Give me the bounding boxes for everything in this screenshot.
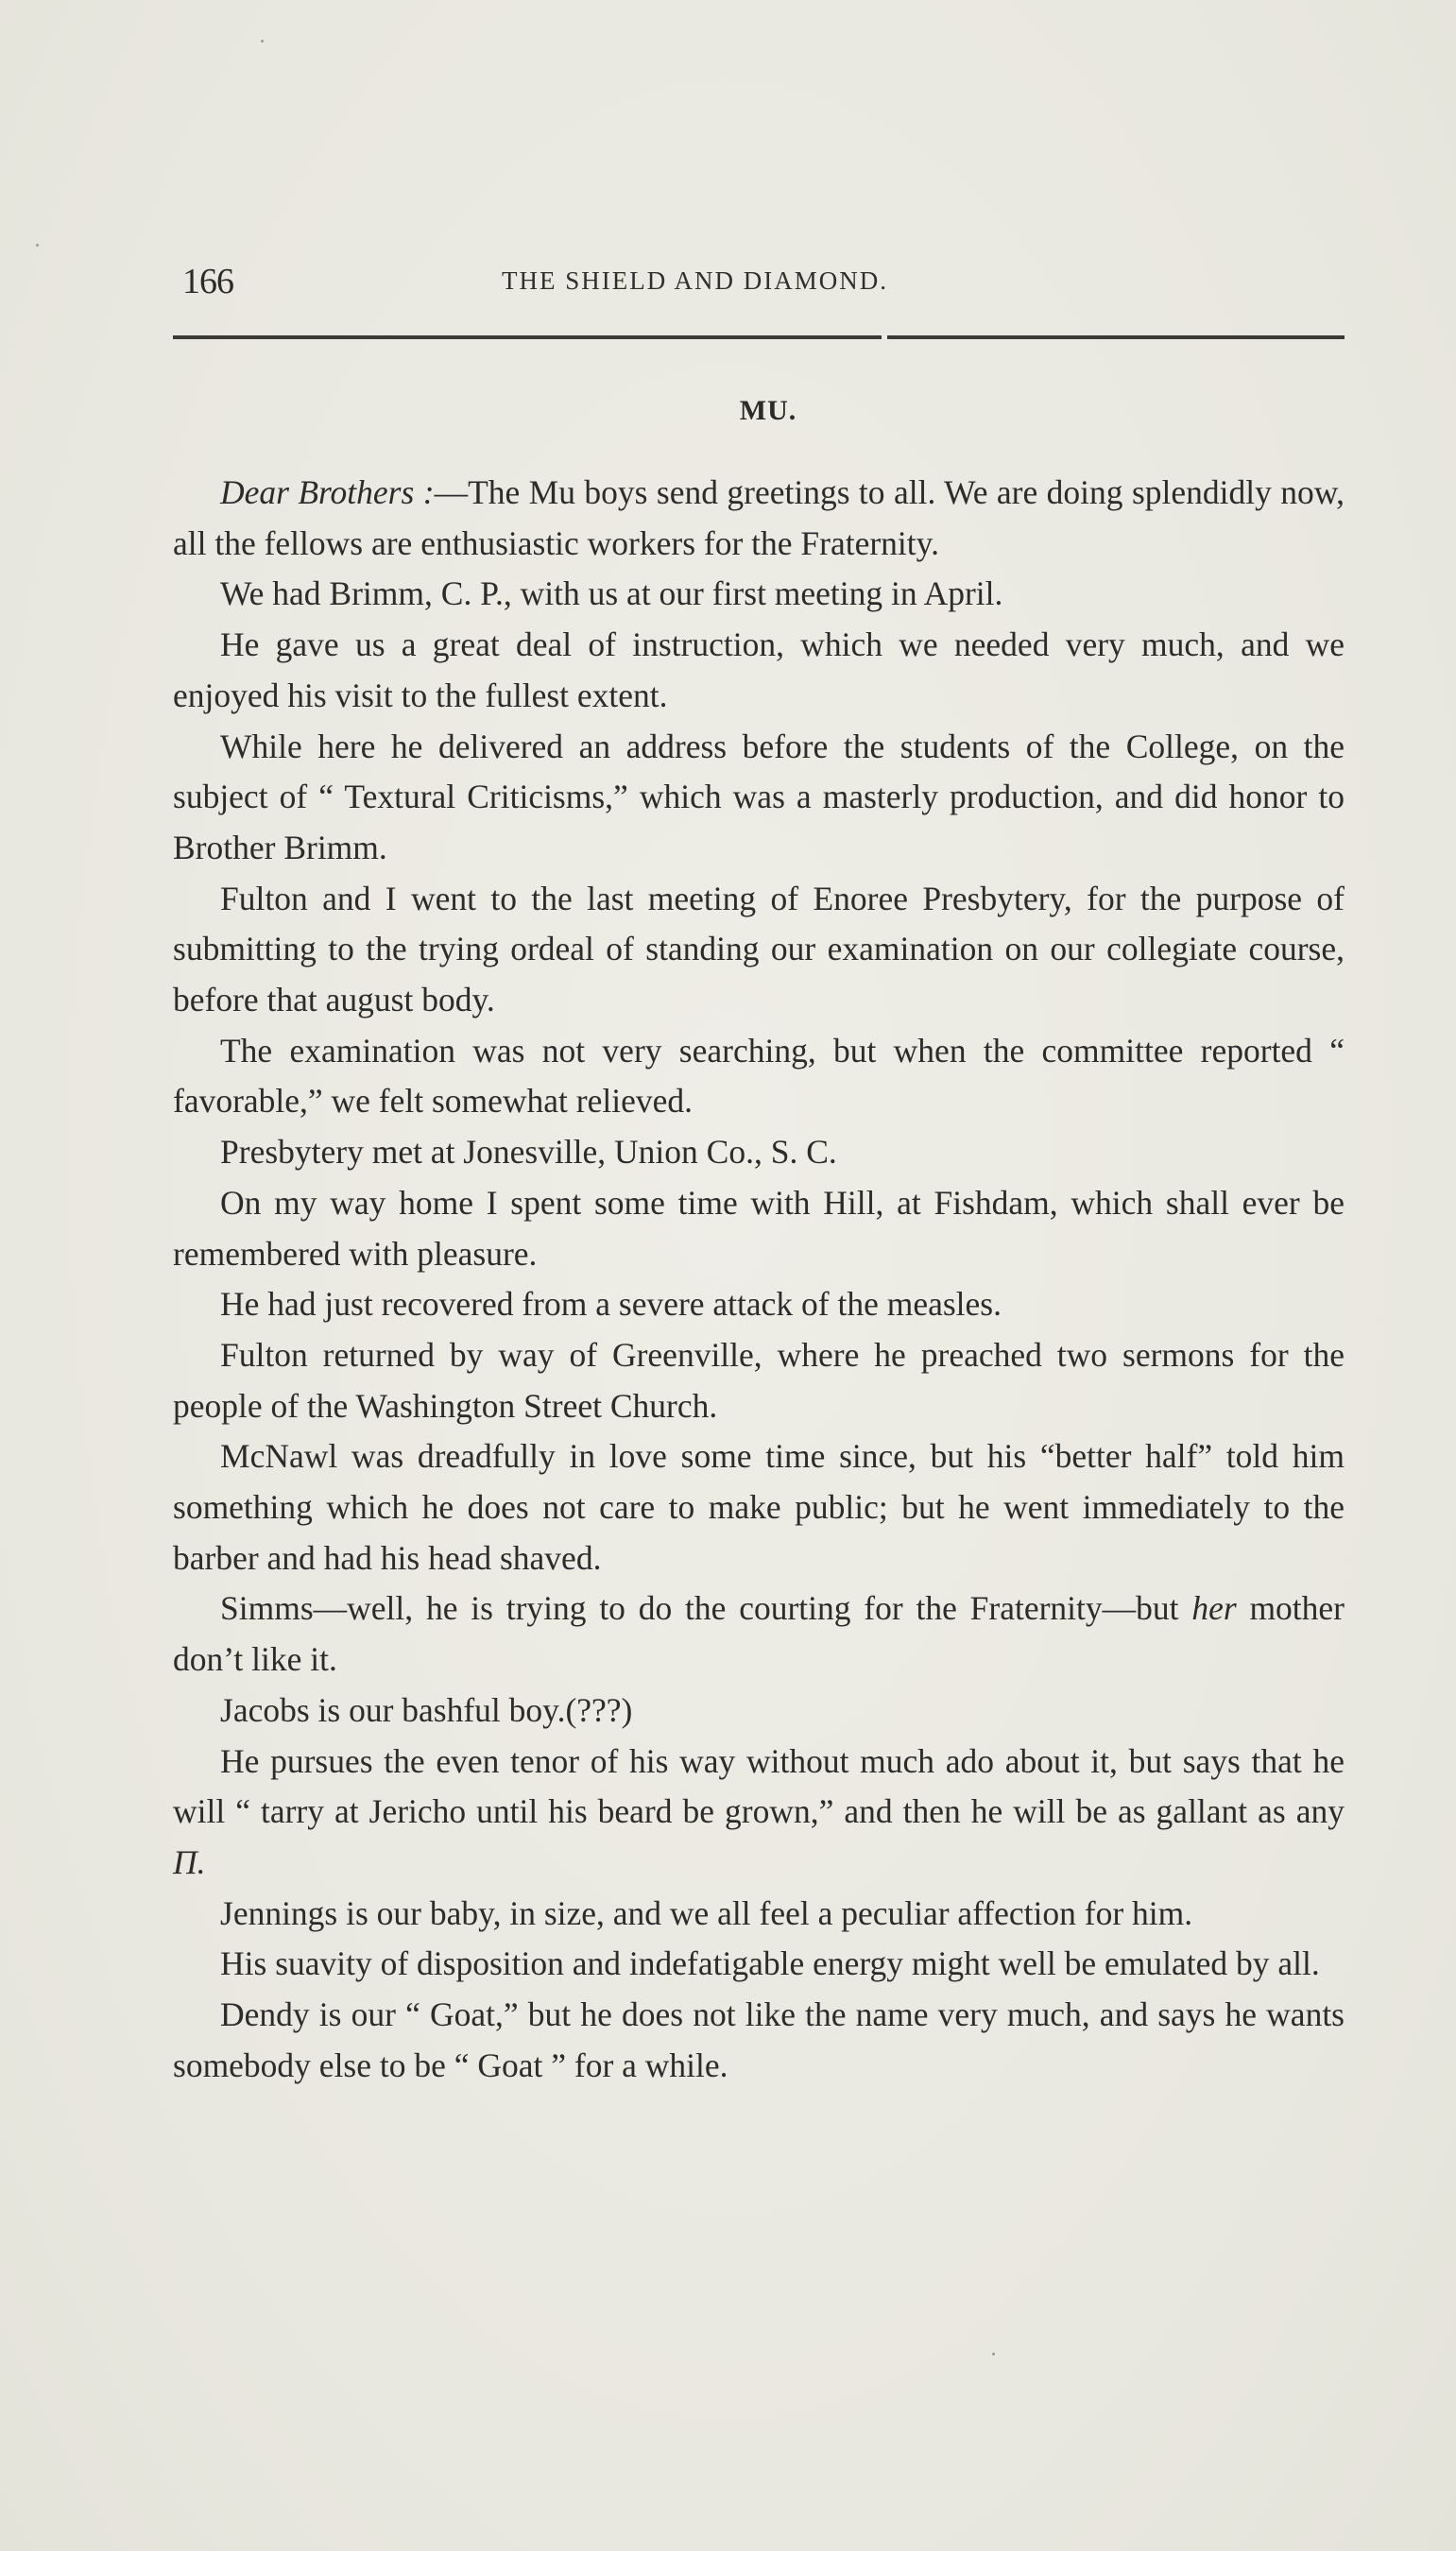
paragraph: Dendy is our “ Goat,” but he does not like the name very much, and says he wants somebody else to be “ Goat ” for a while. xyxy=(173,1995,1345,2084)
paper-speck xyxy=(36,244,39,247)
paragraph: The examination was not very searching, but when the committee reported “ favorable,” we felt somewhat relieved. xyxy=(173,1031,1345,1121)
paragraph-text: Simms—well, he is trying to do the courting for the Fraternity—but xyxy=(220,1589,1192,1628)
paragraph-text: mother don’t like it. xyxy=(173,1589,1345,1679)
header-rule-divider xyxy=(173,335,1345,339)
journal-title: THE SHIELD AND DIAMOND. xyxy=(502,266,888,295)
paragraph: Fulton and I went to the last meeting of Enoree Presbytery, for the purpose of submitting to the trying ordeal of standing our examination on our collegiate course, before that august body. xyxy=(173,879,1345,1019)
paragraph-salutation xyxy=(173,468,1345,569)
salutation: Dear Brothers : xyxy=(220,473,435,511)
paragraph: His suavity of disposition and indefatigable energy might well be emulated by all. xyxy=(220,1944,1320,1983)
paper-speck xyxy=(261,40,264,43)
letter-body xyxy=(173,468,1345,2092)
paper-speck xyxy=(992,2353,995,2355)
emphasis-text: her xyxy=(1191,1589,1237,1628)
emphasis-text: Π. xyxy=(173,1842,206,1881)
paragraph xyxy=(173,1584,1345,1685)
paragraph: Jennings is our baby, in size, and we all feel a peculiar affection for him. xyxy=(220,1893,1193,1932)
paragraph: While here he delivered an address before the students of the College, on the subject of “ Textural Criticisms,” which was a masterly production, and did honor to Brother Brimm. xyxy=(173,727,1345,866)
paragraph: We had Brimm, C. P., with us at our first meeting in April. xyxy=(220,574,1003,613)
running-head xyxy=(173,261,1345,308)
paragraph-text: He pursues the even tenor of his way without much ado about it, but says that he will “ tarry at Jericho until his beard be grown,” and then he will be as gallant as any xyxy=(173,1741,1345,1831)
paragraph: Fulton returned by way of Greenville, where he preached two sermons for the people of the Washington Street Church. xyxy=(173,1335,1345,1425)
paragraph: On my way home I spent some time with Hill, at Fishdam, which shall ever be remembered with pleasure. xyxy=(173,1183,1345,1273)
page-number: 166 xyxy=(182,262,233,301)
section-title: MU. xyxy=(739,395,797,426)
paragraph: He gave us a great deal of instruction, which we needed very much, and we enjoyed his visit to the fullest extent. xyxy=(173,625,1345,714)
paragraph-text: —The Mu boys send greetings to all. We are doing splendidly now, all the fellows are enthusiastic workers for the Fraternity. xyxy=(173,473,1345,562)
paragraph: He had just recovered from a severe attack of the measles. xyxy=(220,1285,1002,1324)
paragraph: Presbytery met at Jonesville, Union Co., S. C. xyxy=(220,1133,837,1172)
paragraph xyxy=(173,1737,1345,1889)
paragraph: McNawl was dreadfully in love some time since, but his “better half” told him something which he does not care to make public; but he went immediately to the barber and had his head shaved. xyxy=(173,1437,1345,1577)
paragraph: Jacobs is our bashful boy.(???) xyxy=(220,1690,633,1729)
